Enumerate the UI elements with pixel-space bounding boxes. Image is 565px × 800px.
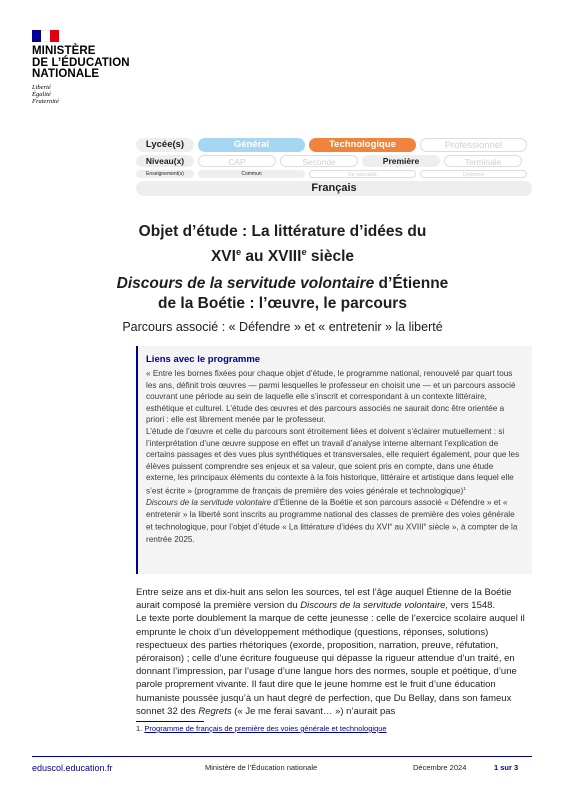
body-p2-italic: Regrets (198, 705, 232, 717)
ministry-name (32, 46, 130, 81)
work-title-line-2: de la Boétie : l’œuvre, le parcours (158, 295, 407, 312)
work-title-line-1 (0, 274, 565, 294)
objet-end: siècle (306, 248, 355, 266)
enseignement-row (136, 170, 532, 178)
box-paragraph-3 (146, 497, 522, 545)
classification-grid (136, 138, 532, 196)
niveau-label: Niveau(x) (136, 155, 194, 167)
footnote-divider (136, 721, 204, 722)
box-paragraph-2 (146, 426, 522, 497)
french-flag-icon (32, 30, 59, 42)
niveau-row (136, 155, 532, 167)
objet-mid: au XVIII (241, 248, 302, 266)
footer-date: Décembre 2024 (413, 763, 467, 772)
box-p3-sup-1: e (389, 523, 393, 529)
body-p1-italic: Discours de la servitude volontaire, (300, 600, 449, 612)
enseignement-label: Enseignement(s) (136, 170, 194, 178)
tag-optionnel: Optionnel (420, 170, 527, 178)
ministry-line-3: NATIONALE (32, 68, 100, 80)
tag-professionnel: Professionnel (420, 138, 527, 152)
tag-commun: Commun (198, 170, 305, 178)
tag-terminale: Terminale (444, 155, 522, 167)
lycee-label: Lycée(s) (136, 138, 194, 152)
footer-page-number: 1 sur 3 (494, 763, 519, 772)
tag-technologique: Technologique (309, 138, 416, 152)
motto-fraternite: Fraternité (32, 97, 59, 105)
box-p3-italic: Discours de la servitude volontaire (146, 498, 272, 508)
objet-xvi: XVI (210, 248, 236, 266)
footer-ministry: Ministère de l’Éducation nationale (205, 763, 318, 772)
objet-title-line-1: Objet d’étude : La littérature d’idées du (138, 223, 427, 240)
body-p2-text: Le texte porte doublement la marque de cette jeunesse : celle de l’exercice scolaire auquel il emprunte le choix d’un développement méthodique (questions, réponses, solutions) respectueux des parties rhétoriques (exorde, proposition, narration, preuve, réfutation, péroraison) ; celle d’une écriture fougueuse qui dépasse la rigueur attendue d’un traité, en donnant l’impression, par l’usage d’une langue hors des normes, souple et poétique, d’une parole proprement vivante. Il faut dire que le jeune homme est le fruit d’une éducation humaniste poussée jusqu’à un haut degré de perfection, que Du Bellay, dans son fameux sonnet 32 des (136, 613, 525, 717)
body-text (136, 586, 532, 718)
footer-site-link[interactable]: eduscol.education.fr (32, 763, 113, 773)
ministry-line-2: DE L’ÉDUCATION (32, 56, 130, 69)
tag-cap: CAP (198, 155, 276, 167)
motto-egalite: Égalité (32, 90, 51, 98)
box-paragraph-1: « Entre les bornes fixées pour chaque objet d’étude, le programme national, renouvelé par quart tous les ans, définit trois œuvres — parmi lesquelles le professeur en choisit une — et un parcours associé couvrant une période au sein de laquelle elle s’inscrit et correspondant à un contexte littéraire, esthétique et culturel. L’étude des œuvres et des parcours associés ne saurait donc être orientée a priori : elle est librement menée par le professeur. (146, 369, 516, 425)
subject-banner: Français (136, 181, 532, 196)
motto (32, 84, 130, 105)
work-italic: Discours de la servitude volontaire (116, 275, 375, 292)
footnote-link[interactable]: Programme de français de première des voies générale et technologique (144, 724, 387, 733)
body-paragraph-2 (136, 612, 532, 718)
box-p3-text: d’Étienne de la Boétie et son parcours associé « Défendre » et « entretenir » la liberté sont inscrits au programme national des classes de première des voies générale et technologique, pour l’objet d’étude « La littérature d’idées du XVI (146, 498, 515, 533)
ministry-line-1: MINISTÈRE (32, 45, 96, 57)
tag-premiere: Première (362, 155, 440, 167)
body-p1-text: Entre seize ans et dix-huit ans selon les sources, tel est l’âge auquel Étienne de la Boétie aurait composé la première version du (136, 587, 512, 612)
liens-programme-box (136, 346, 532, 574)
tag-general: Général (198, 138, 305, 152)
body-paragraph-1 (136, 586, 532, 612)
body-p2-end: (« Je me ferai savant… ») n’aurait pas (231, 705, 396, 717)
box-p3-mid: au XVIII (392, 523, 424, 533)
motto-liberte: Liberté (32, 83, 51, 91)
box-heading: Liens avec le programme (146, 354, 261, 365)
body-p1-end: vers 1548. (448, 600, 496, 612)
footer-divider (32, 756, 532, 757)
box-p3-sup-2: e (423, 523, 427, 529)
ministry-logo (32, 30, 130, 105)
work-rest: d’Étienne (374, 275, 449, 292)
footnote-number: 1. (136, 724, 143, 733)
objet-title-line-2 (0, 242, 565, 267)
tag-specialite: De spécialité (309, 170, 416, 178)
box-p3-end: siècle », à compter de la rentrée 2025. (146, 523, 518, 544)
tag-seconde: Seconde (280, 155, 358, 167)
objet-etude-title (0, 222, 565, 267)
work-title (0, 274, 565, 314)
objet-sup-2: e (301, 247, 307, 257)
lycee-row (136, 138, 532, 152)
footnote (136, 724, 387, 733)
box-p2-text: L’étude de l’œuvre et celle du parcours sont étroitement liées et doivent s’éclairer mutuellement : si l’interprétation d’une œuvre suppose en effet un travail d’analyse interne alternant l’explication de certains passages et des vues plus synthétiques et transversales, elle requiert également, pour que les élèves puissent comprendre ses enjeux et sa valeur, que soient pris en compte, dans une étude externe, les principaux éléments du contexte à la fois historique, littéraire et artistique dans lequel elle s’est écrite » (programme de français de première des voies générale et technologique) (146, 426, 520, 496)
footnote-ref[interactable]: 1 (463, 486, 466, 492)
parcours-subtitle: Parcours associé : « Défendre » et « entretenir » la liberté (122, 320, 443, 334)
objet-sup-1: e (235, 247, 242, 257)
